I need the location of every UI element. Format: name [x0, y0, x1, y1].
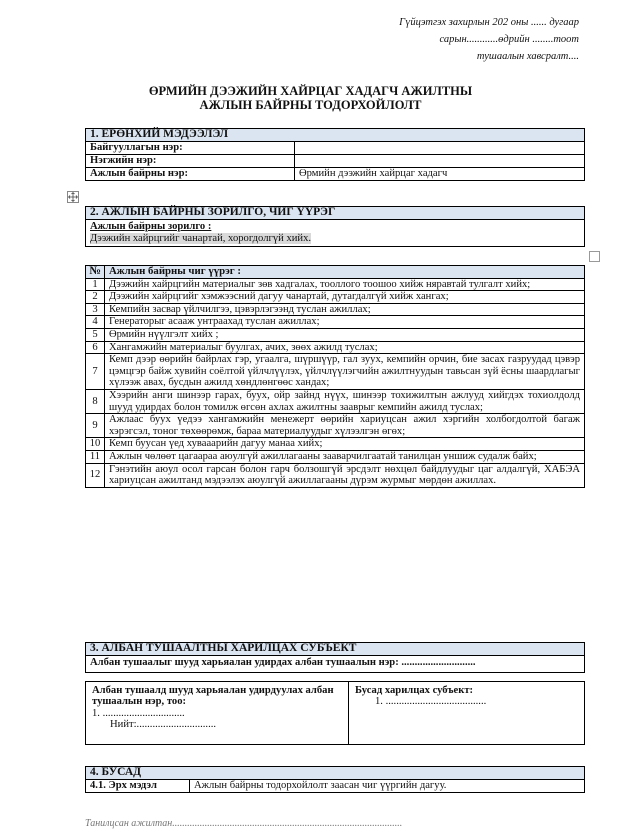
- org-name-label: Байгууллагын нэр:: [86, 142, 295, 155]
- duty-number: 12: [86, 463, 105, 487]
- section3-heading: 3. АЛБАН ТУШААЛТНЫ ХАРИЛЦАХ СУБЪЕКТ: [86, 643, 585, 656]
- duty-row: [86, 341, 585, 354]
- document-title: [0, 84, 621, 112]
- duty-text: Ажлын чөлөөт цагаараа аюулгүй ажиллагааны зааварчилгаатай танилцан уншиж судалж байх;: [105, 450, 585, 463]
- duty-text: Кемпийн засвар үйлчилгээ, цэвэрлэгээнд туслан ажиллах;: [105, 303, 585, 316]
- other-contacts-cell: [349, 681, 585, 744]
- duties-col-duty: Ажлын байрны чиг үүрэг :: [105, 266, 585, 279]
- section2-heading: 2. АЖЛЫН БАЙРНЫ ЗОРИЛГО, ЧИГ ҮҮРЭГ: [86, 207, 585, 220]
- duty-text: Дээжийн хайрцгийн материалыг зөв хадгалах, тооллого тоошоо хийж няравтай тулгалт хийх;: [105, 278, 585, 291]
- position-name-label: Ажлын байрны нэр:: [86, 168, 295, 181]
- duties-table: [85, 265, 585, 488]
- other-contacts-title: Бусад харилцах субъект:: [355, 684, 474, 696]
- unit-name-value[interactable]: [295, 155, 585, 168]
- direct-supervisor-line: Албан тушаалыг шууд харьяалан удирдах албан тушаалын нэр: ............................: [86, 656, 585, 673]
- table-move-handle-icon[interactable]: [67, 191, 79, 203]
- authority-label: 4.1. Эрх мэдэл: [86, 780, 190, 793]
- duty-number: 1: [86, 278, 105, 291]
- duty-row: [86, 303, 585, 316]
- duty-text: Гэнэтийн аюул осол гарсан болон гарч болзошгүй эрсдэлт нөхцөл байдлуудыг цаг алдалгүй, ХАБЭА хариуцсан ажилтанд мэдээлэх аюулгүй ажиллагааны дүрэм журмыг мөрдөн ажиллах.: [105, 463, 585, 487]
- duty-text: Ажлаас буух үедээ хангамжийн менежерт өөрийн хариуцсан ажил хэргийн холбогдолтой багаж хэрэгсэл, тоног төхөөрөмж, бараа материалуудыг хүлээлгэн өгөх;: [105, 414, 585, 438]
- acknowledged-employee-line: Танилцсан ажилтан............................................................................................: [85, 818, 403, 829]
- goal-label: Ажлын байрны зорилго :: [90, 221, 212, 232]
- section4-heading: 4. БУСАД: [86, 767, 585, 780]
- general-info-table: [85, 128, 585, 181]
- other-table: [85, 766, 585, 793]
- duty-text: Генераторыг асааж унтраахад туслан ажиллах;: [105, 316, 585, 329]
- duty-number: 3: [86, 303, 105, 316]
- duty-text: Кемп дээр өөрийн байрлах гэр, угаалга, шүршүүр, гал зуух, кемпийн орчин, бие засах газруудад цэвэр цэмцгэр байж хувийн соёлтой үйлчлүүлэх, үйлчлүүлэгчийн ажилтнуудын тавьсан зүй ёсны шаардлагыг хүлээж авах, бусдын ажилд хөндлөнгөөс хандах;: [105, 354, 585, 390]
- duty-row: [86, 328, 585, 341]
- reporting-relations-table: [85, 642, 585, 745]
- goal-text: Дээжийн хайрцгийг чанартай, хорогдолгүй хийх.: [90, 232, 312, 244]
- duty-row: [86, 389, 585, 413]
- subordinates-total: Нийт:..............................: [110, 719, 217, 731]
- duties-col-number: №: [86, 266, 105, 279]
- title-line-2: АЖЛЫН БАЙРНЫ ТОДОРХОЙЛОЛТ: [199, 98, 422, 112]
- org-name-value[interactable]: [295, 142, 585, 155]
- duty-number: 7: [86, 354, 105, 390]
- unit-name-label: Нэгжийн нэр:: [86, 155, 295, 168]
- duty-row: [86, 438, 585, 451]
- duty-row: [86, 414, 585, 438]
- duty-row: [86, 450, 585, 463]
- subordinate-item: 1. ...............................: [92, 707, 185, 719]
- duty-row: [86, 278, 585, 291]
- other-contact-item: 1. ......................................: [375, 696, 487, 708]
- duty-text: Кемп буусан үед хувааарийн дагуу манаа хийх;: [105, 438, 585, 451]
- duty-number: 10: [86, 438, 105, 451]
- duty-row: [86, 291, 585, 304]
- duty-text: Өрмийн нүүлгэлт хийх ;: [105, 328, 585, 341]
- order-appendix-note: [399, 14, 579, 65]
- goal-table: [85, 206, 585, 247]
- goal-cell: [86, 220, 585, 247]
- duty-row: [86, 316, 585, 329]
- appendix-line-2: сарын............өдрийн ........тоот: [439, 34, 579, 45]
- duty-text: Хангамжийн материалыг буулгах, ачих, зөөх ажилд туслах;: [105, 341, 585, 354]
- duty-text: Дээжийн хайрцгийг хэмжээсний дагуу чанартай, дутагдалгүй хийж хангах;: [105, 291, 585, 304]
- duty-text: Хээрийн анги шинээр гарах, бууx, ойр зайнд нүүх, шинээр тохижилтын ажлууд хийгдэх тохиолдолд шууд удирдах болон томилж өгсөн ахлах ажилтны зааврыг кемпийн ажилд туслах;: [105, 389, 585, 413]
- duty-number: 8: [86, 389, 105, 413]
- duty-row: [86, 463, 585, 487]
- duty-row: [86, 354, 585, 390]
- subordinates-title: Албан тушаалд шууд харьяалан удирдуулах албан тушаалын нэр, тоо:: [92, 684, 334, 708]
- duty-number: 6: [86, 341, 105, 354]
- checkbox-icon[interactable]: [589, 251, 600, 262]
- duty-number: 5: [86, 328, 105, 341]
- appendix-line-1: Гүйцэтгэх захирлын 202 оны ...... дугаар: [399, 17, 579, 28]
- duty-number: 4: [86, 316, 105, 329]
- subordinates-cell: [86, 681, 349, 744]
- duty-number: 11: [86, 450, 105, 463]
- title-line-1: ӨРМИЙН ДЭЭЖИЙН ХАЙРЦАГ ХАДАГЧ АЖИЛТНЫ: [148, 84, 473, 98]
- spacer-row: [86, 672, 585, 681]
- duty-number: 9: [86, 414, 105, 438]
- authority-value: Ажлын байрны тодорхойлолт заасан чиг үүргийн дагуу.: [190, 780, 585, 793]
- section1-heading: 1. ЕРӨНХИЙ МЭДЭЭЛЭЛ: [86, 129, 585, 142]
- appendix-line-3: тушаалын хавсралт....: [476, 51, 579, 62]
- position-name-value[interactable]: Өрмийн дээжийн хайрцаг хадагч: [295, 168, 585, 181]
- duty-number: 2: [86, 291, 105, 304]
